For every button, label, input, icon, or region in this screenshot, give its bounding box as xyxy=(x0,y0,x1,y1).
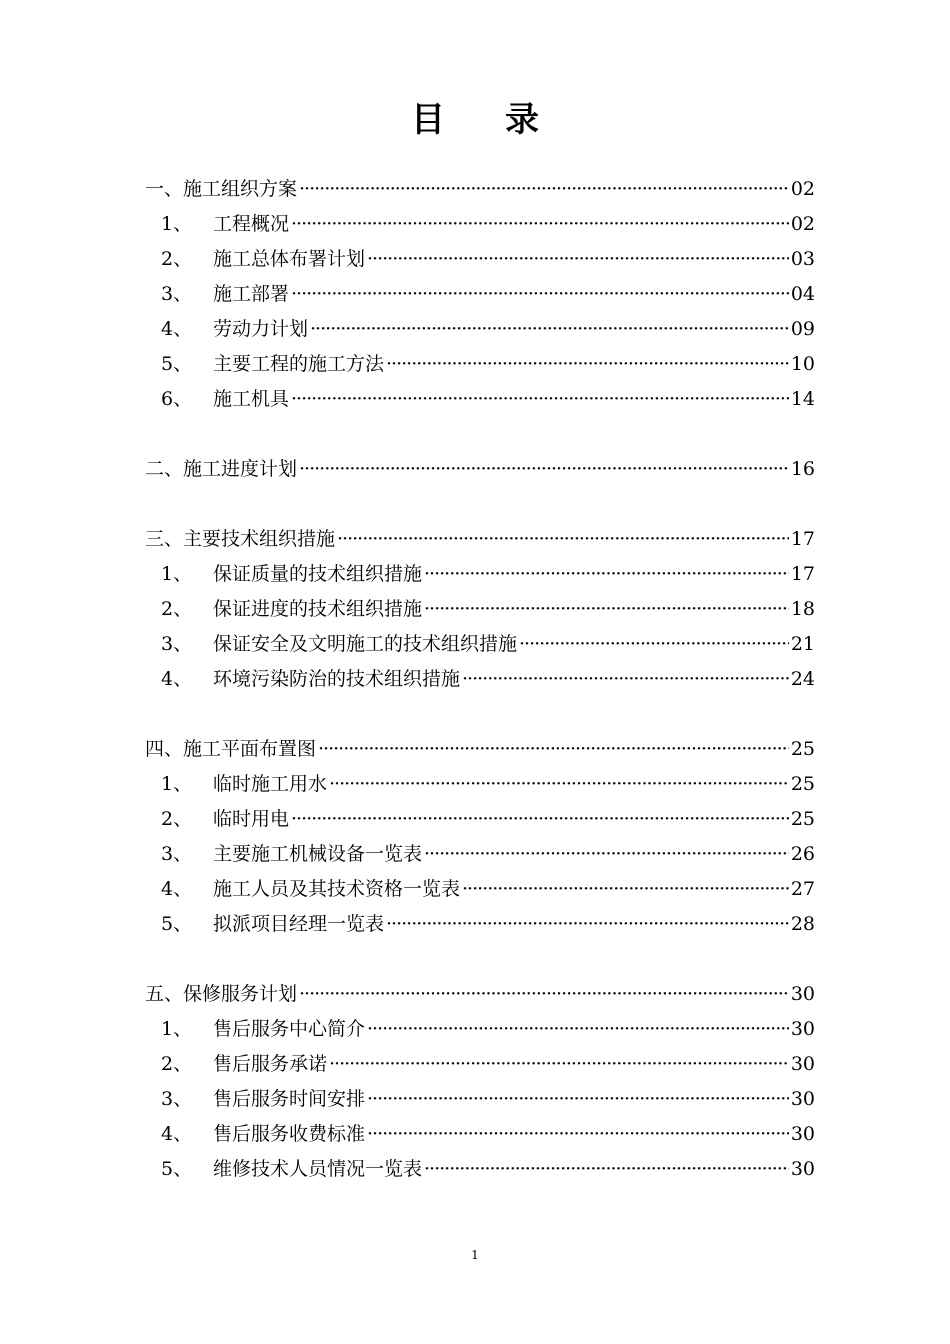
toc-section-label: 五、保修服务计划 xyxy=(145,983,298,1005)
toc-item[interactable] xyxy=(145,312,815,347)
toc-leader-dots xyxy=(424,557,789,592)
toc-item-number: 3、 xyxy=(161,1088,193,1110)
toc-item-label: 售后服务中心简介 xyxy=(213,1018,366,1040)
toc-leader-dots xyxy=(329,1047,789,1082)
toc-item[interactable] xyxy=(145,662,815,697)
page-title: 目录 xyxy=(411,100,599,140)
toc-page-number: 04 xyxy=(790,283,815,305)
toc-leader-dots xyxy=(424,1152,789,1187)
toc-page-number: 02 xyxy=(790,178,815,200)
toc-page-number: 28 xyxy=(790,913,815,935)
toc-section[interactable] xyxy=(145,452,815,487)
toc-leader-dots xyxy=(367,1082,789,1117)
toc-item-number: 3、 xyxy=(161,283,193,305)
toc-leader-dots xyxy=(299,977,789,1012)
toc-item-label: 主要施工机械设备一览表 xyxy=(213,843,423,865)
toc-item[interactable] xyxy=(145,1012,815,1047)
toc-item-label: 临时用电 xyxy=(213,808,290,830)
toc-page-number: 30 xyxy=(790,983,815,1005)
toc-item-number: 5、 xyxy=(161,353,193,375)
toc-item[interactable] xyxy=(145,277,815,312)
toc-page-number: 17 xyxy=(790,528,815,550)
toc-item-number: 4、 xyxy=(161,318,193,340)
toc-item[interactable] xyxy=(145,767,815,802)
toc-page-number: 30 xyxy=(790,1158,815,1180)
toc-leader-dots xyxy=(386,347,789,382)
toc-item-number: 3、 xyxy=(161,633,193,655)
toc-leader-dots xyxy=(291,382,789,417)
toc-section-label: 四、施工平面布置图 xyxy=(145,738,317,760)
toc-page-number: 03 xyxy=(790,248,815,270)
toc-item-number: 1、 xyxy=(161,773,193,795)
toc-item-number: 2、 xyxy=(161,248,193,270)
toc-page-number: 21 xyxy=(790,633,815,655)
toc-leader-dots xyxy=(337,522,789,557)
toc-leader-dots xyxy=(318,732,789,767)
toc-item-label: 施工总体布署计划 xyxy=(213,248,366,270)
toc-item-number: 1、 xyxy=(161,563,193,585)
toc-item-label: 售后服务时间安排 xyxy=(213,1088,366,1110)
toc-section[interactable] xyxy=(145,172,815,207)
toc-item[interactable] xyxy=(145,627,815,662)
toc-section[interactable] xyxy=(145,732,815,767)
toc-item-number: 1、 xyxy=(161,213,193,235)
toc-leader-dots xyxy=(367,242,789,277)
toc-item-label: 保证质量的技术组织措施 xyxy=(213,563,423,585)
toc-item-label: 施工部署 xyxy=(213,283,290,305)
toc-leader-dots xyxy=(291,802,789,837)
toc-item-label: 维修技术人员情况一览表 xyxy=(213,1158,423,1180)
toc-page-number: 16 xyxy=(790,458,815,480)
toc-item-number: 4、 xyxy=(161,1123,193,1145)
toc-leader-dots xyxy=(519,627,789,662)
toc-leader-dots xyxy=(386,907,789,942)
toc-item[interactable] xyxy=(145,1117,815,1152)
toc-item[interactable] xyxy=(145,907,815,942)
toc-item-number: 2、 xyxy=(161,598,193,620)
toc-item-label: 主要工程的施工方法 xyxy=(213,353,385,375)
toc-item-number: 5、 xyxy=(161,913,193,935)
toc-item[interactable] xyxy=(145,242,815,277)
toc-item-label: 保证安全及文明施工的技术组织措施 xyxy=(213,633,518,655)
toc-leader-dots xyxy=(329,767,789,802)
toc-item-number: 2、 xyxy=(161,808,193,830)
toc-item[interactable] xyxy=(145,1082,815,1117)
toc-page-number: 30 xyxy=(790,1053,815,1075)
toc-leader-dots xyxy=(299,172,789,207)
toc-item[interactable] xyxy=(145,382,815,417)
toc-item[interactable] xyxy=(145,347,815,382)
toc-leader-dots xyxy=(462,662,789,697)
toc-leader-dots xyxy=(291,207,789,242)
toc-page-number: 17 xyxy=(790,563,815,585)
toc-item[interactable] xyxy=(145,207,815,242)
toc-leader-dots xyxy=(424,837,789,872)
toc-item-label: 临时施工用水 xyxy=(213,773,328,795)
toc-item-number: 4、 xyxy=(161,668,193,690)
toc-item[interactable] xyxy=(145,592,815,627)
toc-page-number: 25 xyxy=(790,738,815,760)
toc-item[interactable] xyxy=(145,557,815,592)
toc-leader-dots xyxy=(462,872,789,907)
toc-item[interactable] xyxy=(145,802,815,837)
toc-page-number: 26 xyxy=(790,843,815,865)
toc-item-label: 保证进度的技术组织措施 xyxy=(213,598,423,620)
toc-page-number: 30 xyxy=(790,1018,815,1040)
page-number: 1 xyxy=(471,1248,479,1262)
table-of-contents xyxy=(145,172,815,1187)
toc-leader-dots xyxy=(367,1012,789,1047)
toc-leader-dots xyxy=(291,277,789,312)
toc-section-label: 一、施工组织方案 xyxy=(145,178,298,200)
toc-item-number: 1、 xyxy=(161,1018,193,1040)
toc-item-number: 4、 xyxy=(161,878,193,900)
toc-page-number: 25 xyxy=(790,808,815,830)
toc-page-number: 18 xyxy=(790,598,815,620)
toc-page-number: 10 xyxy=(790,353,815,375)
toc-section-label: 二、施工进度计划 xyxy=(145,458,298,480)
toc-item[interactable] xyxy=(145,837,815,872)
toc-item-number: 5、 xyxy=(161,1158,193,1180)
toc-item[interactable] xyxy=(145,1047,815,1082)
toc-item-label: 售后服务承诺 xyxy=(213,1053,328,1075)
toc-page-number: 30 xyxy=(790,1123,815,1145)
toc-item-number: 3、 xyxy=(161,843,193,865)
toc-leader-dots xyxy=(310,312,789,347)
toc-item-label: 环境污染防治的技术组织措施 xyxy=(213,668,461,690)
toc-item[interactable] xyxy=(145,872,815,907)
toc-item-label: 劳动力计划 xyxy=(213,318,309,340)
toc-page-number: 09 xyxy=(790,318,815,340)
toc-section-label: 三、主要技术组织措施 xyxy=(145,528,336,550)
toc-item-label: 拟派项目经理一览表 xyxy=(213,913,385,935)
toc-page-number: 24 xyxy=(790,668,815,690)
toc-page-number: 14 xyxy=(790,388,815,410)
toc-item-number: 2、 xyxy=(161,1053,193,1075)
toc-item-label: 工程概况 xyxy=(213,213,290,235)
toc-page-number: 30 xyxy=(790,1088,815,1110)
toc-leader-dots xyxy=(367,1117,789,1152)
toc-section[interactable] xyxy=(145,522,815,557)
toc-item-label: 施工机具 xyxy=(213,388,290,410)
toc-item-label: 售后服务收费标准 xyxy=(213,1123,366,1145)
toc-leader-dots xyxy=(424,592,789,627)
toc-item-number: 6、 xyxy=(161,388,193,410)
toc-page-number: 27 xyxy=(790,878,815,900)
toc-item[interactable] xyxy=(145,1152,815,1187)
toc-item-label: 施工人员及其技术资格一览表 xyxy=(213,878,461,900)
toc-leader-dots xyxy=(299,452,789,487)
toc-page-number: 25 xyxy=(790,773,815,795)
toc-section[interactable] xyxy=(145,977,815,1012)
toc-page-number: 02 xyxy=(790,213,815,235)
